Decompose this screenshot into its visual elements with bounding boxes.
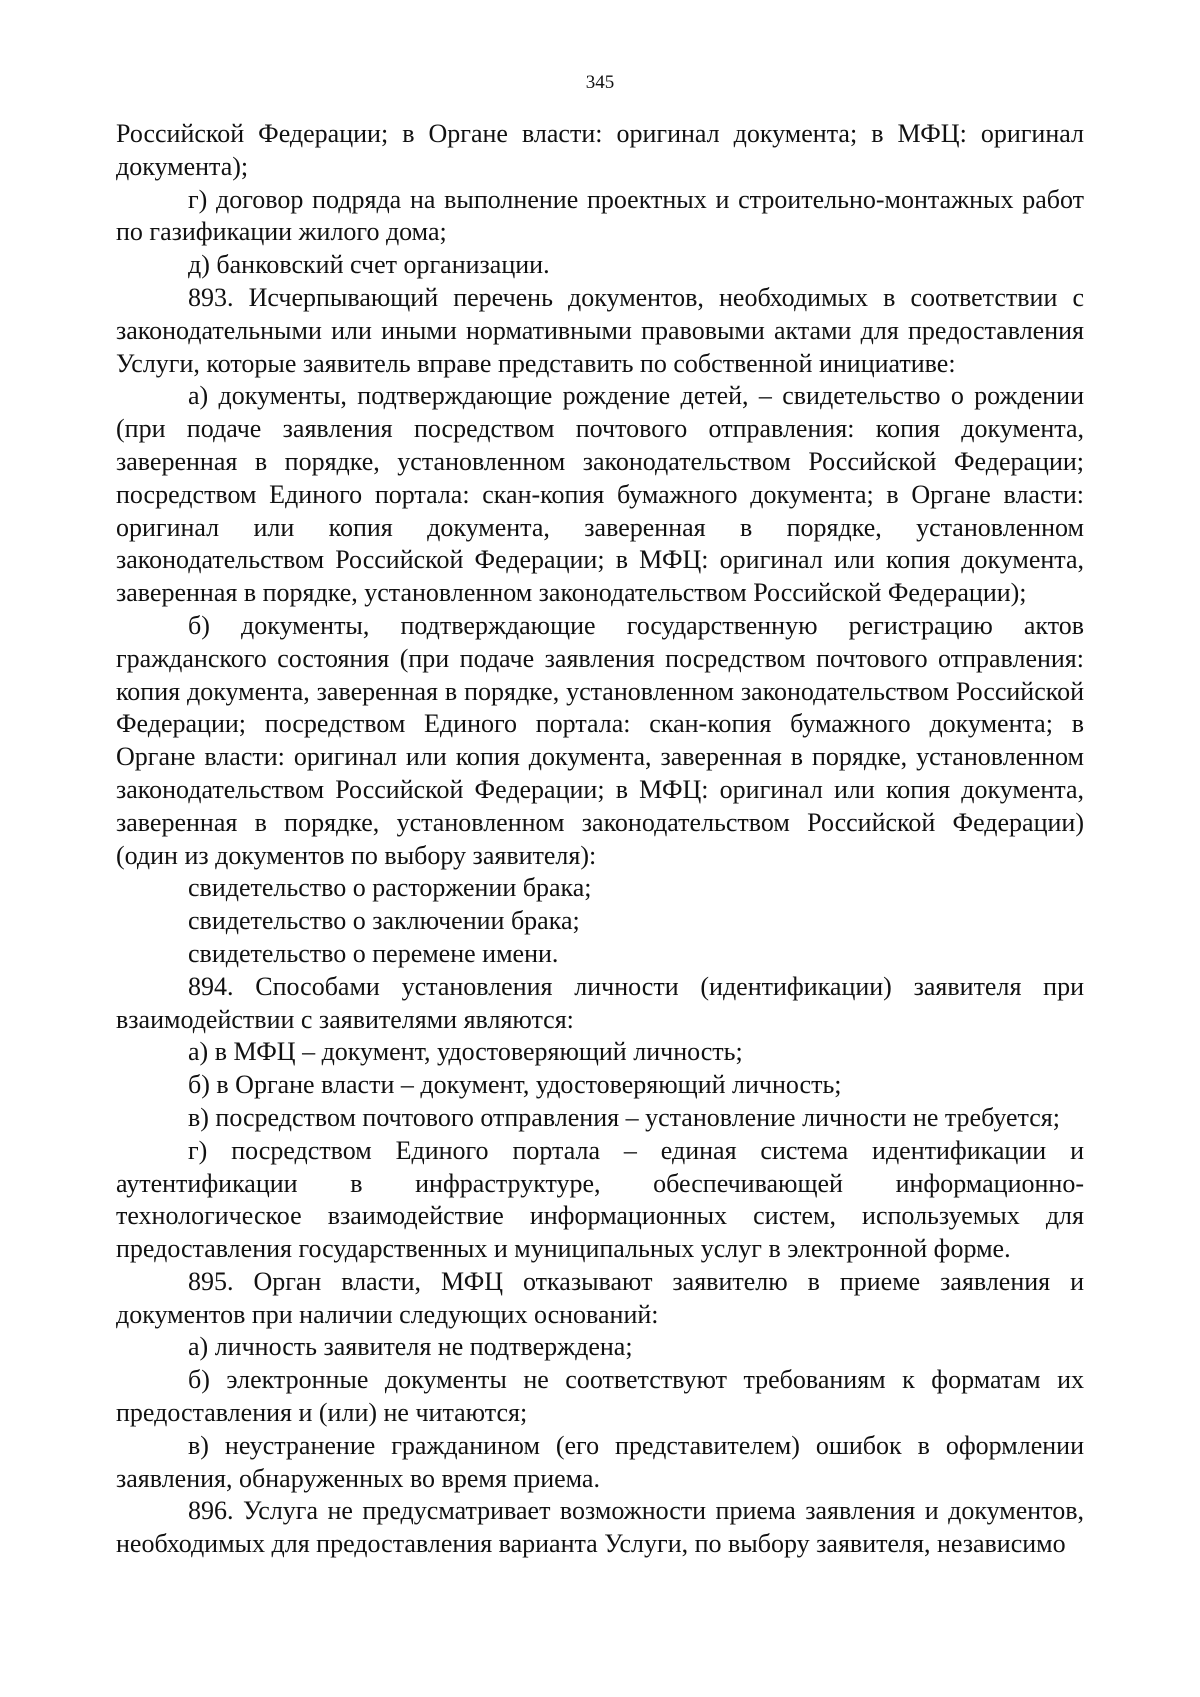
clause-895: 895. Орган власти, МФЦ отказывают заявителю в приеме заявления и документов при наличии следующих оснований: xyxy=(116,1266,1084,1329)
clause-895-item-v: в) неустранение гражданином (его представителем) ошибок в оформлении заявления, обнаруженных во время приема. xyxy=(116,1430,1084,1493)
clause-896: 896. Услуга не предусматривает возможности приема заявления и документов, необходимых для предоставления варианта Услуги, по выбору заявителя, независимо xyxy=(116,1496,1084,1559)
list-item-g-contract: г) договор подряда на выполнение проектных и строительно-монтажных работ по газификации жилого дома; xyxy=(116,184,1084,247)
clause-895-item-b: б) электронные документы не соответствуют требованиям к форматам их предоставления и (или) не читаются; xyxy=(116,1365,1084,1428)
clause-893: 893. Исчерпывающий перечень документов, необходимых в соответствии с законодательными или иными нормативными правовыми актами для предоставления Услуги, которые заявитель вправе представить по собственной инициативе: xyxy=(116,282,1084,378)
clause-894: 894. Способами установления личности (идентификации) заявителя при взаимодействии с заявителями являются: xyxy=(116,971,1084,1034)
document-body xyxy=(116,118,1084,1561)
clause-895-item-a: а) личность заявителя не подтверждена; xyxy=(188,1332,633,1362)
page-number: 345 xyxy=(585,72,615,93)
clause-894-item-b: б) в Органе власти – документ, удостоверяющий личность; xyxy=(188,1070,842,1100)
list-item-name-change-certificate: свидетельство о перемене имени. xyxy=(188,938,559,968)
clause-894-item-a: а) в МФЦ – документ, удостоверяющий личность; xyxy=(188,1037,743,1067)
list-item-d-bank-account: д) банковский счет организации. xyxy=(188,250,550,280)
clause-893-item-b: б) документы, подтверждающие государственную регистрацию актов гражданского состояния (при подаче заявления посредством почтового отправления: копия документа, заверенная в порядке, установленном законодательством Российской Федерации; посредством Единого портала: скан-копия бумажного документа; в Органе власти: оригинал или копия документа, заверенная в порядке, установленном законодательством Российской Федерации; в МФЦ: оригинал или копия документа, заверенная в порядке, установленном законодательством Российской Федерации) (один из документов по выбору заявителя): xyxy=(116,610,1084,870)
clause-894-item-g: г) посредством Единого портала – единая система идентификации и аутентификации в инфраструктуре, обеспечивающей информационно-технологическое взаимодействие информационных систем, используемых для предоставления государственных и муниципальных услуг в электронной форме. xyxy=(116,1135,1084,1264)
clause-894-item-v: в) посредством почтового отправления – установление личности не требуется; xyxy=(188,1102,1060,1132)
list-item-marriage-certificate: свидетельство о заключении брака; xyxy=(188,906,580,936)
clause-893-item-a: а) документы, подтверждающие рождение детей, – свидетельство о рождении (при подаче заявления посредством почтового отправления: копия документа, заверенная в порядке, установленном законодательством Российской Федерации; посредством Единого портала: скан-копия бумажного документа; в Органе власти: оригинал или копия документа, заверенная в порядке, установленном законодательством Российской Федерации; в МФЦ: оригинал или копия документа, заверенная в порядке, установленном законодательством Российской Федерации); xyxy=(116,381,1084,608)
list-item-divorce-certificate: свидетельство о расторжении брака; xyxy=(188,873,592,903)
paragraph-continuation: Российской Федерации; в Органе власти: оригинал документа; в МФЦ: оригинал документа); xyxy=(116,119,1084,181)
